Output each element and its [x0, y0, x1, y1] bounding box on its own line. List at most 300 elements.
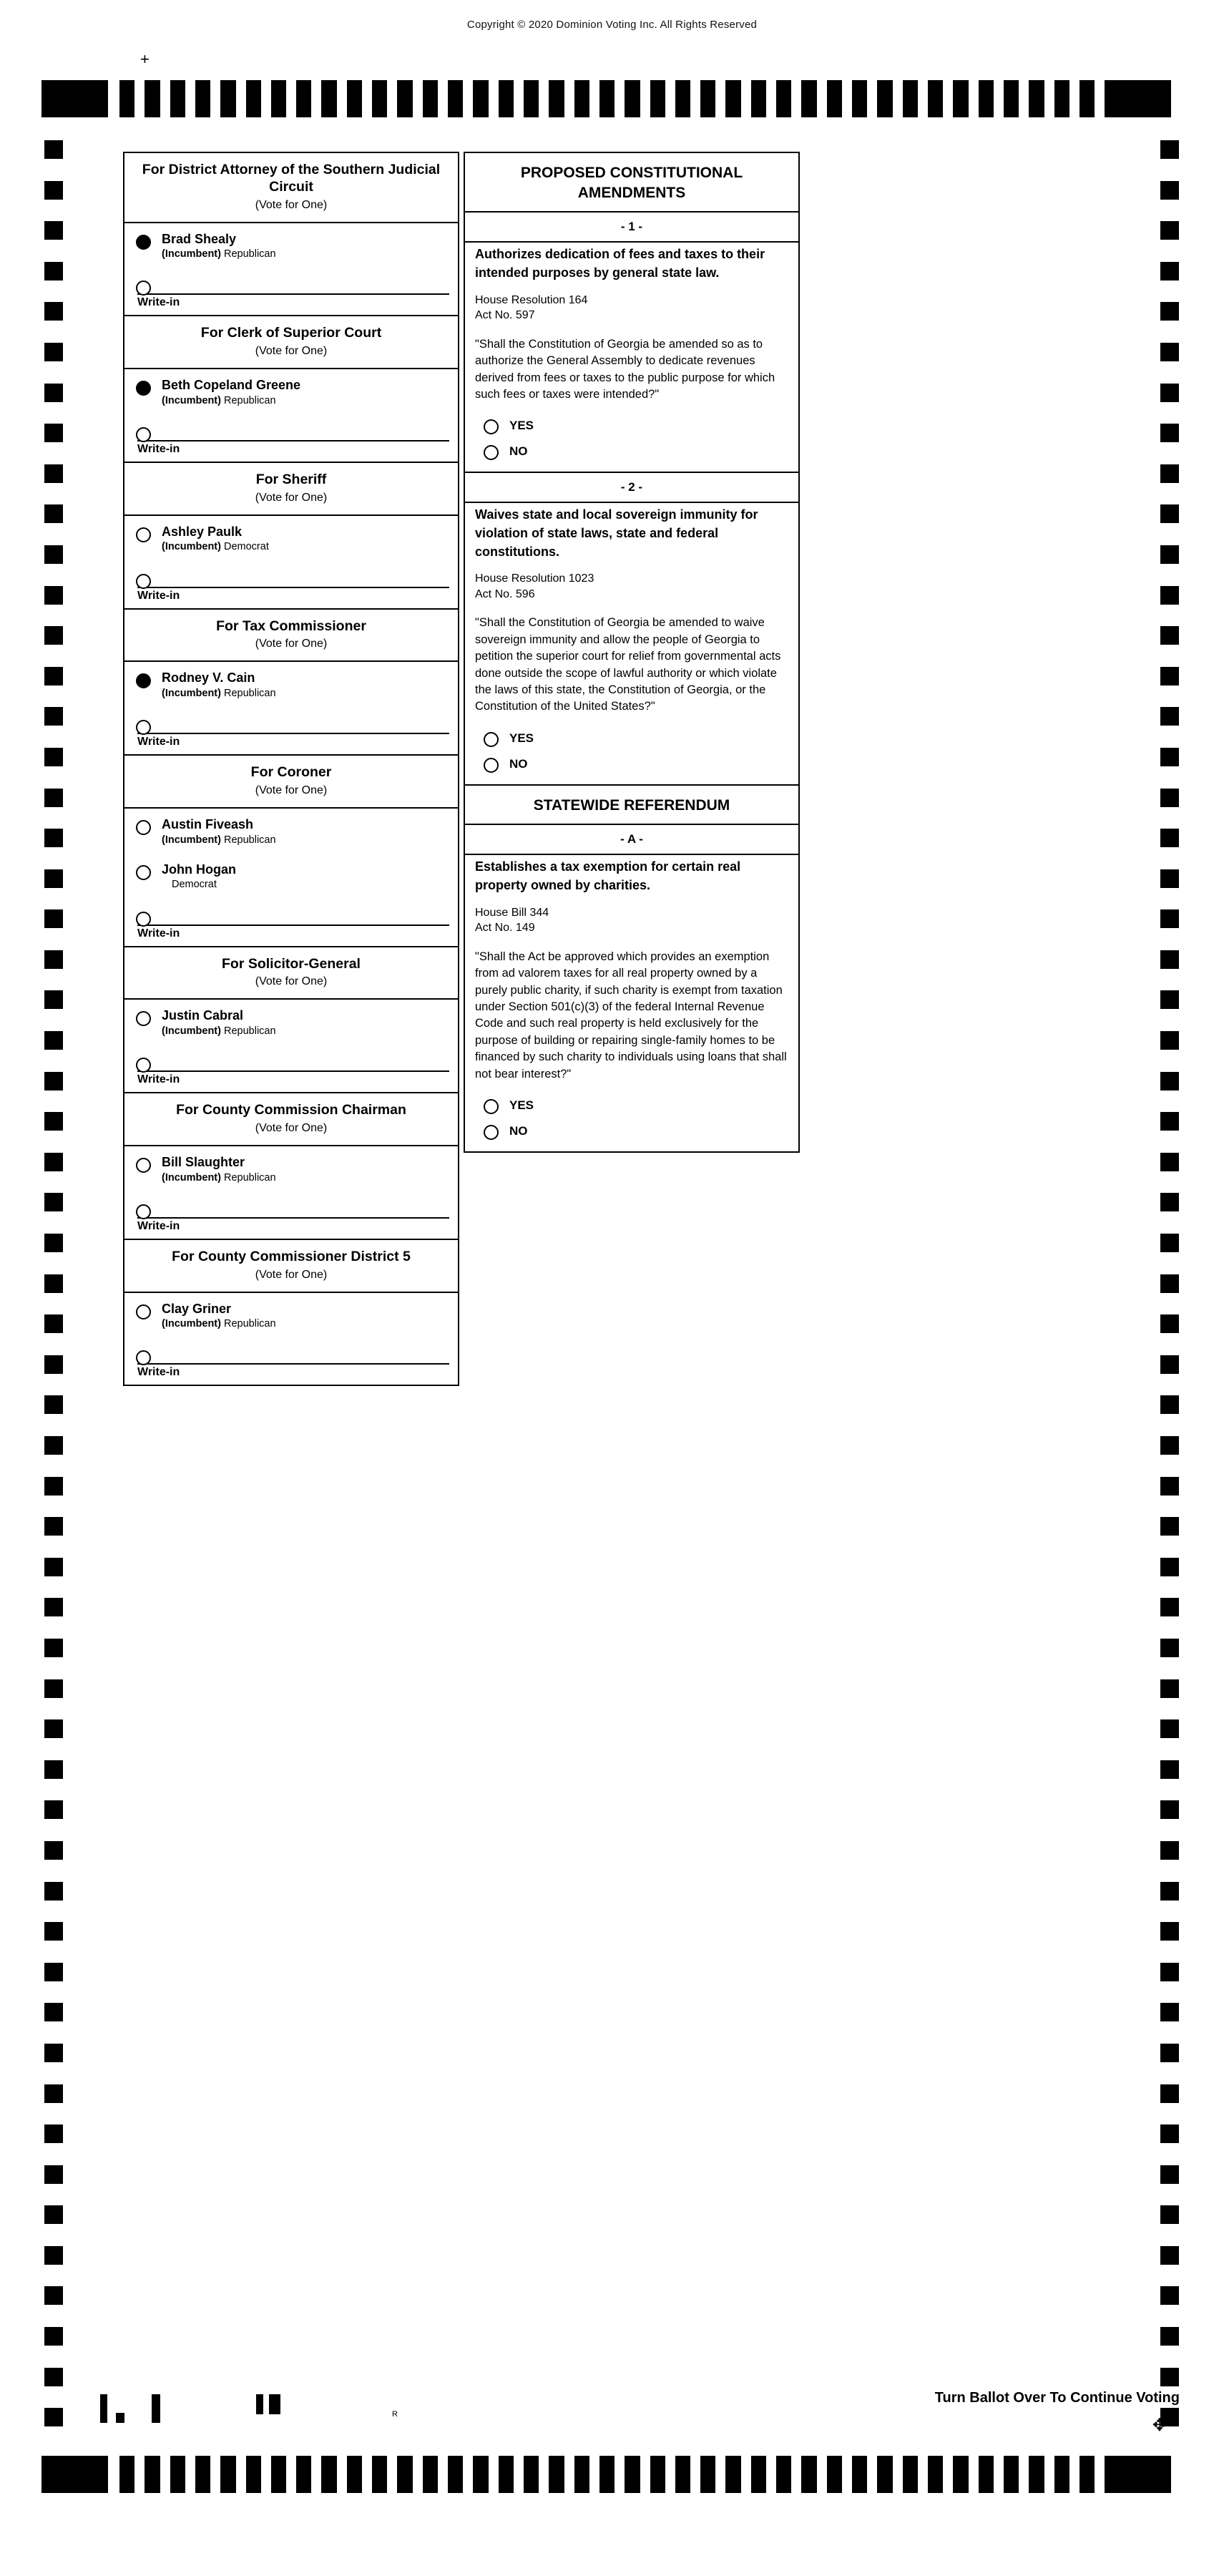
candidate-party	[162, 1171, 451, 1184]
timing-mark	[700, 80, 715, 117]
contest-block	[123, 152, 459, 316]
timing-mark	[979, 2456, 994, 2493]
timing-mark	[44, 1355, 63, 1374]
vote-oval[interactable]	[484, 1099, 499, 1114]
candidate-name: Clay Griner	[162, 1301, 232, 1316]
move-arrows-icon: ✥	[1152, 2416, 1167, 2435]
question-summary: Establishes a tax exemption for certain real property owned by charities.	[475, 859, 741, 893]
timing-mark	[1054, 80, 1069, 117]
question-number: - 1 -	[620, 220, 643, 234]
timing-mark	[423, 2456, 438, 2493]
write-in-line[interactable]	[137, 718, 449, 734]
timing-mark	[675, 2456, 690, 2493]
vote-oval[interactable]	[136, 720, 151, 735]
question-text: "Shall the Constitution of Georgia be amended so as to authorize the General Assembly to dedicate revenues derived from fees or taxes to the public purpose for which such fees or taxes were intended?"	[475, 337, 775, 401]
candidate-option[interactable]	[124, 223, 458, 268]
timing-mark	[44, 1193, 63, 1211]
timing-mark	[44, 626, 63, 645]
timing-mark	[397, 2456, 412, 2493]
vote-oval[interactable]	[136, 1158, 151, 1173]
write-in-option[interactable]	[124, 1191, 458, 1239]
candidate-party	[162, 248, 451, 260]
write-in-option[interactable]	[124, 899, 458, 946]
timing-mark	[44, 586, 63, 605]
timing-mark	[170, 2456, 185, 2493]
timing-mark	[1160, 586, 1179, 605]
timing-mark	[44, 504, 63, 523]
timing-mark	[1160, 789, 1179, 807]
timing-mark	[145, 80, 160, 117]
timing-mark	[1160, 1274, 1179, 1293]
incumbent-label: (Incumbent)	[162, 688, 221, 700]
timing-mark	[903, 2456, 918, 2493]
candidate-name: Brad Shealy	[162, 231, 237, 246]
timing-mark	[44, 950, 63, 969]
timing-mark	[1160, 1719, 1179, 1738]
question-reference: House Resolution 1023 Act No. 596	[475, 572, 594, 600]
timing-mark	[145, 2456, 160, 2493]
timing-mark	[41, 2456, 108, 2493]
vote-oval[interactable]	[136, 673, 151, 688]
timing-mark	[852, 80, 867, 117]
candidate-option[interactable]	[124, 369, 458, 414]
choice-label: YES	[509, 1098, 534, 1113]
timing-mark	[1160, 1314, 1179, 1333]
timing-mark	[44, 1598, 63, 1616]
incumbent-label: (Incumbent)	[162, 1171, 221, 1184]
timing-mark	[549, 80, 564, 117]
timing-mark	[979, 80, 994, 117]
candidate-option[interactable]	[124, 854, 458, 899]
timing-mark	[44, 1314, 63, 1333]
question-text: "Shall the Constitution of Georgia be amended to waive sovereign immunity and allow the people of Georgia to petition the superior court for relief from governmental acts done outside the scope of lawful authority or which violate the laws of this state, the Constitution of Georgia, or the Constitution of the United States?"	[475, 616, 781, 713]
choice-label: NO	[509, 444, 528, 459]
timing-mark	[953, 80, 968, 117]
timing-mark	[549, 2456, 564, 2493]
timing-mark	[1054, 2456, 1069, 2493]
candidate-option[interactable]	[124, 662, 458, 707]
timing-mark	[1160, 748, 1179, 766]
contest-instruction: (Vote for One)	[255, 975, 328, 988]
write-in-option[interactable]	[124, 1337, 458, 1385]
timing-mark	[44, 2124, 63, 2143]
timing-mark	[321, 2456, 336, 2493]
timing-mark	[574, 2456, 589, 2493]
choice-label: NO	[509, 1124, 528, 1138]
timing-mark	[1160, 667, 1179, 686]
candidate-option[interactable]	[124, 1146, 458, 1191]
timing-mark	[903, 80, 918, 117]
question-choices	[465, 723, 798, 784]
timing-mark	[1160, 1517, 1179, 1536]
timing-mark	[271, 2456, 286, 2493]
question-choice[interactable]	[472, 1118, 791, 1144]
contest-instruction: (Vote for One)	[255, 1268, 328, 1281]
timing-marks-left	[44, 140, 63, 2449]
timing-mark	[1160, 1679, 1179, 1698]
timing-mark	[44, 302, 63, 321]
timing-mark	[650, 2456, 665, 2493]
vote-oval[interactable]	[136, 1204, 151, 1219]
vote-oval[interactable]	[484, 419, 499, 434]
timing-mark	[1160, 1800, 1179, 1819]
timing-mark	[44, 990, 63, 1009]
timing-mark	[296, 80, 311, 117]
candidate-party	[162, 834, 451, 847]
write-in-label: Write-in	[137, 927, 180, 940]
timing-mark	[44, 2368, 63, 2386]
candidate-name: Rodney V. Cain	[162, 670, 255, 686]
timing-mark	[195, 80, 210, 117]
incumbent-label: (Incumbent)	[162, 541, 221, 553]
contest-instruction: (Vote for One)	[255, 491, 328, 504]
timing-mark	[44, 2003, 63, 2021]
question-choice[interactable]	[472, 751, 791, 777]
timing-mark	[751, 80, 766, 117]
write-in-label: Write-in	[137, 442, 180, 455]
contest-instruction: (Vote for One)	[255, 198, 328, 211]
vote-oval[interactable]	[484, 758, 499, 773]
party-label: Republican	[224, 248, 276, 260]
write-in-line[interactable]	[137, 572, 449, 588]
timing-mark	[928, 2456, 943, 2493]
timing-mark	[625, 80, 640, 117]
timing-mark	[195, 2456, 210, 2493]
timing-mark	[44, 707, 63, 726]
write-in-line[interactable]	[137, 910, 449, 926]
ballot-column-left	[123, 152, 459, 1385]
candidate-option[interactable]	[124, 1000, 458, 1045]
write-in-option[interactable]	[124, 268, 458, 315]
write-in-option[interactable]	[124, 414, 458, 462]
timing-mark	[1160, 950, 1179, 969]
timing-mark	[1105, 80, 1171, 117]
timing-marks-bottom	[41, 2456, 1183, 2493]
vote-oval[interactable]	[136, 235, 151, 250]
vote-oval[interactable]	[136, 574, 151, 589]
party-label: Republican	[224, 394, 276, 406]
timing-mark	[1160, 909, 1179, 928]
contest-header	[124, 1240, 458, 1287]
timing-mark	[44, 2408, 63, 2426]
timing-mark	[220, 80, 235, 117]
write-in-line[interactable]	[137, 426, 449, 441]
turn-ballot-over-instruction: Turn Ballot Over To Continue Voting	[934, 2390, 1180, 2406]
timing-mark	[44, 1963, 63, 1981]
contest-header	[124, 610, 458, 657]
question-number: - 2 -	[620, 480, 643, 494]
candidate-party	[162, 394, 451, 407]
timing-mark	[1004, 80, 1019, 117]
question-summary: Waives state and local sovereign immunity for violation of state laws, state and federal constitutions.	[475, 507, 758, 559]
write-in-label: Write-in	[137, 1366, 180, 1379]
timing-mark	[44, 1436, 63, 1455]
timing-mark	[220, 2456, 235, 2493]
timing-mark	[44, 829, 63, 847]
timing-marks-right	[1160, 140, 1179, 2449]
vote-oval[interactable]	[484, 1125, 499, 1140]
timing-mark	[1160, 1922, 1179, 1941]
vote-oval[interactable]	[136, 912, 151, 927]
contest-instruction: (Vote for One)	[255, 345, 328, 358]
timing-mark	[44, 789, 63, 807]
timing-mark	[44, 464, 63, 483]
timing-mark	[650, 80, 665, 117]
timing-mark	[524, 2456, 539, 2493]
timing-mark	[700, 2456, 715, 2493]
party-label: Republican	[224, 1171, 276, 1184]
ballot-question	[464, 211, 800, 473]
write-in-line[interactable]	[137, 1349, 449, 1365]
timing-mark	[675, 80, 690, 117]
timing-mark	[1160, 1031, 1179, 1050]
write-in-label: Write-in	[137, 736, 180, 748]
referendum-section	[464, 152, 800, 213]
timing-mark	[44, 1719, 63, 1738]
vote-oval[interactable]	[136, 1304, 151, 1319]
timing-mark	[44, 343, 63, 361]
timing-mark	[423, 80, 438, 117]
timing-mark	[372, 2456, 387, 2493]
choice-label: NO	[509, 756, 528, 771]
question-number: - A -	[620, 832, 643, 847]
question-choice[interactable]	[472, 726, 791, 751]
candidate-option[interactable]	[124, 809, 458, 854]
party-label: Republican	[224, 1025, 276, 1038]
contest-header	[124, 1093, 458, 1141]
timing-mark	[827, 80, 842, 117]
contest-title: For Tax Commissioner	[216, 618, 366, 634]
contest-instruction: (Vote for One)	[255, 638, 328, 650]
timing-mark	[524, 80, 539, 117]
timing-mark	[448, 80, 463, 117]
timing-mark	[170, 80, 185, 117]
timing-mark	[499, 2456, 514, 2493]
contest-block	[123, 462, 459, 610]
timing-mark	[1160, 1841, 1179, 1860]
timing-mark	[1160, 707, 1179, 726]
timing-mark	[473, 2456, 488, 2493]
party-label: Republican	[224, 688, 276, 700]
timing-mark	[246, 80, 261, 117]
candidate-option[interactable]	[124, 516, 458, 561]
write-in-option[interactable]	[124, 561, 458, 608]
contest-header	[124, 756, 458, 803]
timing-mark	[44, 1841, 63, 1860]
ballot-column-right	[464, 152, 800, 1151]
candidate-party	[162, 687, 451, 700]
timing-mark	[44, 1517, 63, 1536]
timing-mark	[776, 80, 791, 117]
timing-mark	[44, 1922, 63, 1941]
timing-mark	[1160, 384, 1179, 402]
incumbent-label: (Incumbent)	[162, 248, 221, 260]
timing-mark	[44, 2327, 63, 2346]
timing-mark	[1079, 2456, 1095, 2493]
timing-mark	[1079, 80, 1095, 117]
ballot-question	[464, 824, 800, 1153]
question-choice[interactable]	[472, 413, 791, 439]
contest-header	[124, 153, 458, 218]
timing-mark	[499, 80, 514, 117]
timing-mark	[1160, 2124, 1179, 2143]
contest-title: For County Commission Chairman	[176, 1102, 406, 1118]
timing-mark	[1160, 990, 1179, 1009]
timing-mark	[44, 384, 63, 402]
question-reference: House Resolution 164 Act No. 597	[475, 293, 588, 322]
section-heading: PROPOSED CONSTITUTIONAL AMENDMENTS	[520, 165, 743, 201]
timing-mark	[1160, 1153, 1179, 1171]
timing-mark	[574, 80, 589, 117]
section-heading: STATEWIDE REFERENDUM	[533, 796, 730, 814]
timing-mark	[1160, 1193, 1179, 1211]
timing-mark	[1160, 1395, 1179, 1414]
write-in-label: Write-in	[137, 296, 180, 309]
timing-mark	[625, 2456, 640, 2493]
timing-mark	[599, 2456, 615, 2493]
timing-mark	[1160, 2246, 1179, 2265]
timing-mark	[246, 2456, 261, 2493]
timing-mark	[119, 80, 134, 117]
question-choice[interactable]	[472, 1093, 791, 1118]
timing-mark	[44, 1274, 63, 1293]
timing-mark	[1160, 1558, 1179, 1576]
contest-block	[123, 608, 459, 756]
timing-mark	[1160, 1234, 1179, 1252]
timing-mark	[1029, 80, 1044, 117]
timing-mark	[1160, 1963, 1179, 1981]
timing-mark	[41, 80, 108, 117]
timing-mark	[271, 80, 286, 117]
write-in-label: Write-in	[137, 589, 180, 602]
timing-mark	[44, 667, 63, 686]
choice-label: YES	[509, 731, 534, 745]
timing-mark	[852, 2456, 867, 2493]
timing-mark	[372, 80, 387, 117]
timing-mark	[1004, 2456, 1019, 2493]
timing-mark	[1160, 1477, 1179, 1496]
question-choices	[465, 410, 798, 472]
contest-header	[124, 947, 458, 995]
candidate-party	[162, 540, 451, 553]
timing-mark	[1160, 464, 1179, 483]
contest-header	[124, 316, 458, 364]
contest-title: For Solicitor-General	[222, 955, 361, 972]
timing-mark	[44, 2205, 63, 2224]
timing-mark	[1160, 2327, 1179, 2346]
timing-mark	[1160, 424, 1179, 442]
write-in-label: Write-in	[137, 1219, 180, 1232]
timing-marks-top	[41, 80, 1183, 117]
question-text: "Shall the Act be approved which provides an exemption from ad valorem taxes for all real property owned by a purely public charity, if such charity is exempt from taxation under Section 501(c)(3) of the federal Internal Revenue Code and such real property is held exclusively for the purpose of building or repairing single-family homes to be financed by such charity to individuals using loans that shall not bear interest?"	[475, 950, 787, 1080]
write-in-option[interactable]	[124, 1045, 458, 1092]
vote-oval[interactable]	[484, 732, 499, 747]
timing-mark	[473, 80, 488, 117]
contest-block	[123, 754, 459, 947]
write-in-line[interactable]	[137, 1203, 449, 1219]
timing-mark	[321, 80, 336, 117]
question-summary: Authorizes dedication of fees and taxes to their intended purposes by general state law.	[475, 247, 765, 280]
timing-mark	[44, 262, 63, 280]
timing-mark	[1160, 1598, 1179, 1616]
timing-mark	[1160, 1072, 1179, 1091]
write-in-label: Write-in	[137, 1073, 180, 1086]
timing-mark	[1160, 2165, 1179, 2184]
party-label: Democrat	[172, 879, 217, 891]
timing-mark	[1160, 302, 1179, 321]
candidate-party	[162, 1025, 451, 1038]
timing-mark	[599, 80, 615, 117]
candidate-party	[162, 1317, 451, 1330]
party-label: Republican	[224, 834, 276, 846]
contest-header	[124, 463, 458, 510]
timing-mark	[1160, 343, 1179, 361]
write-in-line[interactable]	[137, 1056, 449, 1072]
vote-oval[interactable]	[136, 1058, 151, 1073]
incumbent-label: (Incumbent)	[162, 1025, 221, 1038]
contest-block	[123, 315, 459, 463]
vote-oval[interactable]	[484, 445, 499, 460]
timing-mark	[1160, 2084, 1179, 2103]
timing-mark	[1029, 2456, 1044, 2493]
incumbent-label: (Incumbent)	[162, 834, 221, 846]
timing-mark	[1160, 181, 1179, 200]
ballot-question	[464, 472, 800, 785]
timing-mark	[928, 80, 943, 117]
contest-instruction: (Vote for One)	[255, 1121, 328, 1134]
timing-mark	[44, 140, 63, 159]
timing-mark	[751, 2456, 766, 2493]
candidate-name: John Hogan	[162, 862, 236, 877]
vote-oval[interactable]	[136, 820, 151, 835]
candidate-name: Bill Slaughter	[162, 1154, 245, 1169]
timing-mark	[44, 1153, 63, 1171]
contest-title: For Clerk of Superior Court	[200, 325, 382, 341]
timing-mark	[44, 1072, 63, 1091]
contest-block	[123, 946, 459, 1094]
question-reference: House Bill 344 Act No. 149	[475, 906, 549, 935]
write-in-option[interactable]	[124, 707, 458, 754]
timing-mark	[44, 1760, 63, 1779]
timing-mark	[44, 221, 63, 240]
vote-oval[interactable]	[136, 1011, 151, 1026]
timing-mark	[44, 1882, 63, 1901]
timing-mark	[877, 2456, 892, 2493]
vote-oval[interactable]	[136, 381, 151, 396]
question-choice[interactable]	[472, 439, 791, 464]
timing-mark	[1160, 140, 1179, 159]
timing-mark	[1160, 504, 1179, 523]
timing-mark	[1160, 1436, 1179, 1455]
timing-mark	[1160, 2205, 1179, 2224]
contest-title: For County Commissioner District 5	[172, 1248, 411, 1264]
timing-mark	[1160, 545, 1179, 564]
vote-oval[interactable]	[136, 427, 151, 442]
contest-title: For Sheriff	[255, 471, 327, 487]
timing-mark	[44, 1800, 63, 1819]
timing-mark	[953, 2456, 968, 2493]
vote-oval[interactable]	[136, 865, 151, 880]
timing-mark	[801, 2456, 816, 2493]
question-choices	[465, 1090, 798, 1151]
candidate-name: Beth Copeland Greene	[162, 378, 301, 393]
candidate-option[interactable]	[124, 1293, 458, 1338]
timing-mark	[1160, 1639, 1179, 1657]
write-in-line[interactable]	[137, 279, 449, 295]
vote-oval[interactable]	[136, 527, 151, 542]
timing-mark	[44, 2165, 63, 2184]
party-label: Democrat	[224, 541, 269, 553]
